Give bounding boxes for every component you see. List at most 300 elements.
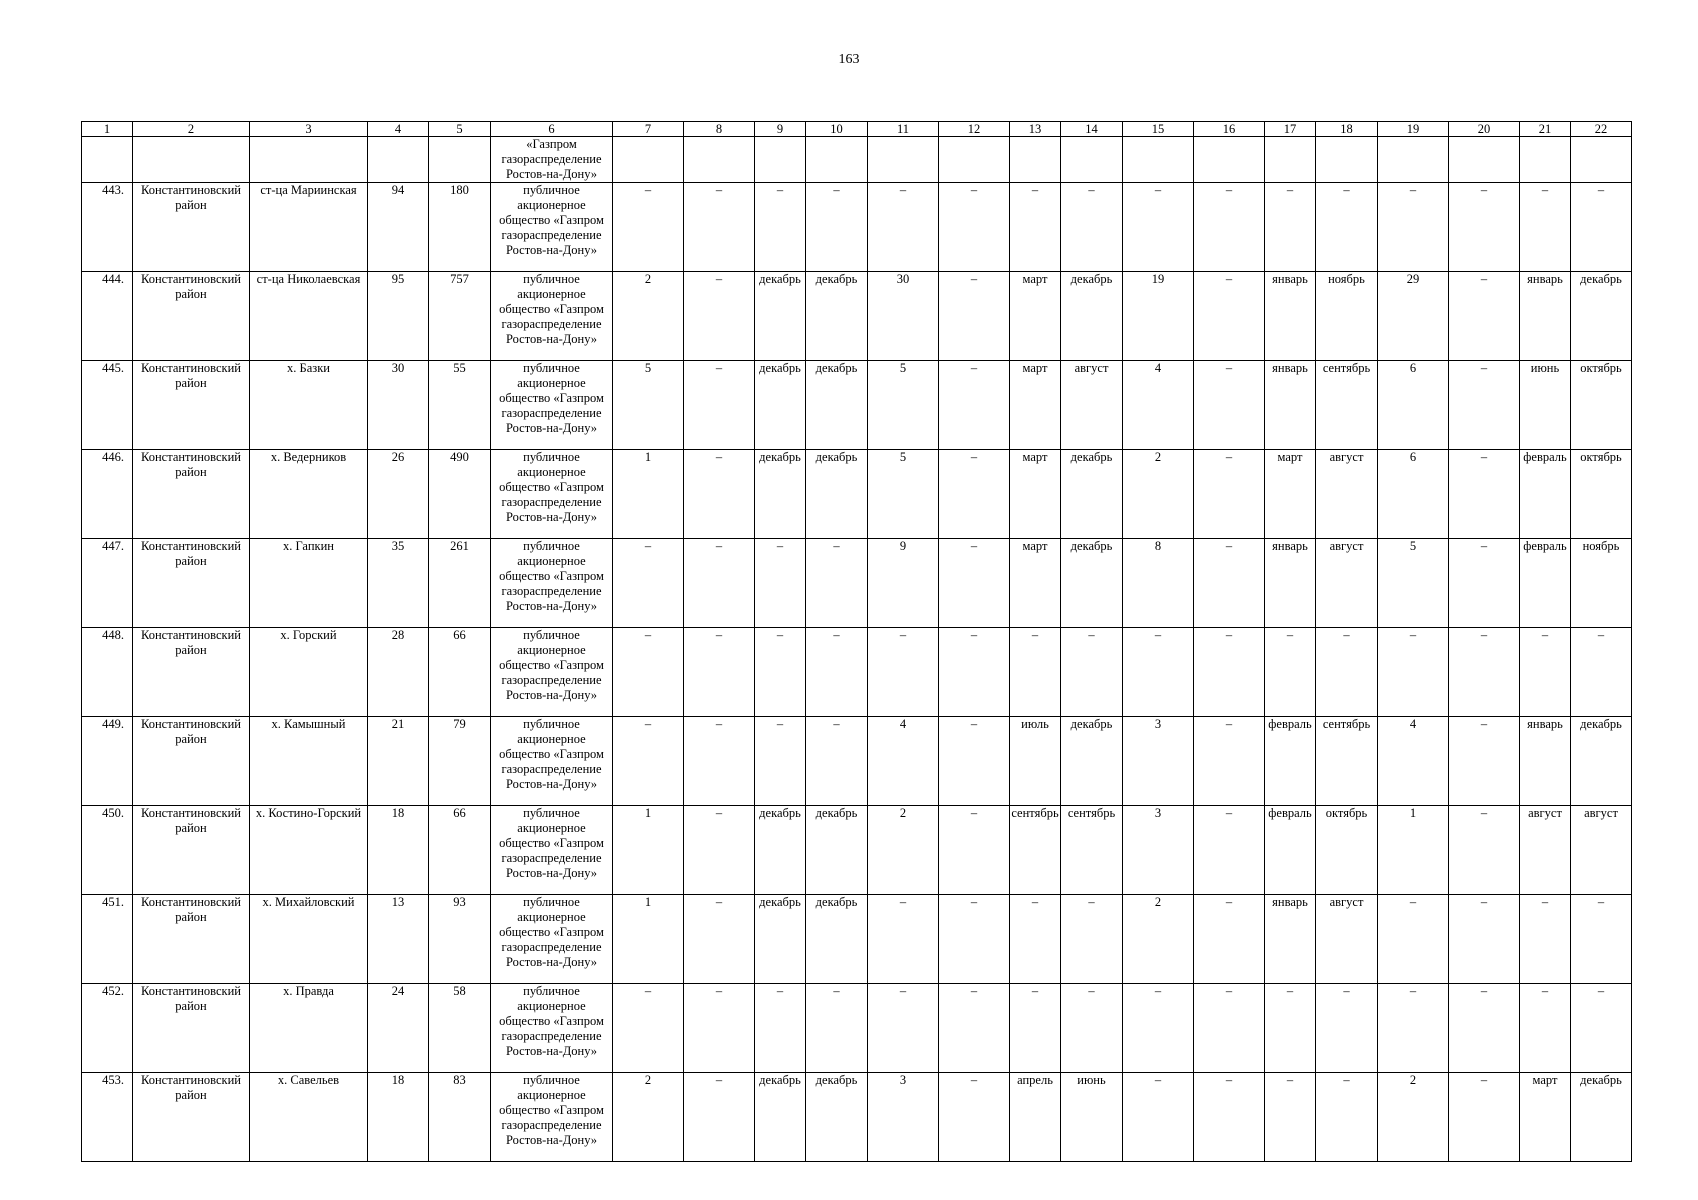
table-cell: публичное акционерное общество «Газпром газораспределение Ростов-на-Дону»: [491, 984, 613, 1073]
table-cell: декабрь: [806, 1073, 868, 1162]
table-cell: 449.: [82, 717, 133, 806]
table-cell: сентябрь: [1061, 806, 1123, 895]
table-cell: 5: [868, 450, 939, 539]
table-cell: июнь: [1061, 1073, 1123, 1162]
table-cell: [868, 137, 939, 183]
table-cell: апрель: [1010, 1073, 1061, 1162]
table-cell: декабрь: [806, 272, 868, 361]
table-cell: –: [1378, 183, 1449, 272]
table-cell: 1: [613, 450, 684, 539]
table-cell: –: [1316, 183, 1378, 272]
table-cell: –: [1449, 895, 1520, 984]
table-cell: декабрь: [1061, 539, 1123, 628]
table-cell: март: [1010, 361, 1061, 450]
table-cell: –: [1061, 895, 1123, 984]
table-cell: 2: [613, 272, 684, 361]
table-cell: 2: [868, 806, 939, 895]
table-cell: 1: [82, 122, 133, 137]
table-cell: 6: [1378, 361, 1449, 450]
table-cell: –: [1194, 183, 1265, 272]
table-cell: публичное акционерное общество «Газпром газораспределение Ростов-на-Дону»: [491, 806, 613, 895]
table-cell: –: [755, 183, 806, 272]
table-cell: [806, 137, 868, 183]
table-cell: 5: [868, 361, 939, 450]
table-cell: –: [1061, 183, 1123, 272]
table-cell: 3: [868, 1073, 939, 1162]
table-cell: март: [1010, 539, 1061, 628]
table-cell: –: [1194, 539, 1265, 628]
table-cell: январь: [1265, 361, 1316, 450]
table-cell: –: [806, 628, 868, 717]
table-cell: 6: [1378, 450, 1449, 539]
table-cell: –: [684, 628, 755, 717]
table-cell: ноябрь: [1571, 539, 1632, 628]
table-cell: 4: [868, 717, 939, 806]
table-cell: 180: [429, 183, 491, 272]
table-cell: октябрь: [1316, 806, 1378, 895]
table-cell: –: [1449, 1073, 1520, 1162]
table-cell: 17: [1265, 122, 1316, 137]
table-row: [82, 1073, 1632, 1162]
table-cell: 12: [939, 122, 1010, 137]
table-cell: январь: [1265, 272, 1316, 361]
table-cell: 8: [1123, 539, 1194, 628]
table-cell: Константиновский район: [133, 539, 250, 628]
table-cell: –: [1449, 361, 1520, 450]
table-cell: декабрь: [806, 450, 868, 539]
table-cell: 22: [1571, 122, 1632, 137]
table-cell: 5: [1378, 539, 1449, 628]
table-cell: –: [868, 984, 939, 1073]
table-cell: 450.: [82, 806, 133, 895]
table-cell: 13: [368, 895, 429, 984]
table-cell: [1520, 137, 1571, 183]
table-cell: 30: [368, 361, 429, 450]
table-cell: 19: [1378, 122, 1449, 137]
table-row: [82, 361, 1632, 450]
table-cell: 3: [1123, 806, 1194, 895]
table-cell: –: [1449, 450, 1520, 539]
table-row: [82, 984, 1632, 1073]
table-cell: –: [1449, 717, 1520, 806]
table-cell: 451.: [82, 895, 133, 984]
table-cell: 261: [429, 539, 491, 628]
table-cell: 2: [613, 1073, 684, 1162]
table-cell: –: [939, 895, 1010, 984]
table-cell: февраль: [1520, 450, 1571, 539]
table-cell: –: [613, 539, 684, 628]
table-cell: публичное акционерное общество «Газпром газораспределение Ростов-на-Дону»: [491, 628, 613, 717]
table-cell: 21: [1520, 122, 1571, 137]
table-cell: 1: [1378, 806, 1449, 895]
table-cell: –: [684, 539, 755, 628]
table-cell: 446.: [82, 450, 133, 539]
table-cell: февраль: [1265, 717, 1316, 806]
table-cell: [133, 137, 250, 183]
table-cell: –: [806, 183, 868, 272]
table-cell: х. Ведерников: [250, 450, 368, 539]
table-cell: [684, 137, 755, 183]
table-cell: 452.: [82, 984, 133, 1073]
table-cell: Константиновский район: [133, 361, 250, 450]
table-cell: декабрь: [1571, 717, 1632, 806]
table-cell: 490: [429, 450, 491, 539]
table-cell: –: [1123, 628, 1194, 717]
table-cell: 7: [613, 122, 684, 137]
table-cell: Константиновский район: [133, 984, 250, 1073]
table-cell: –: [755, 628, 806, 717]
table-cell: х. Михайловский: [250, 895, 368, 984]
table-cell: февраль: [1520, 539, 1571, 628]
table-cell: –: [613, 628, 684, 717]
table-cell: сентябрь: [1316, 717, 1378, 806]
table-cell: август: [1061, 361, 1123, 450]
table-cell: 9: [755, 122, 806, 137]
table-cell: –: [939, 984, 1010, 1073]
table-cell: –: [939, 183, 1010, 272]
table-cell: [1061, 137, 1123, 183]
table-cell: –: [1010, 895, 1061, 984]
table-cell: 21: [368, 717, 429, 806]
table-cell: –: [1378, 984, 1449, 1073]
table-cell: –: [939, 539, 1010, 628]
table-cell: –: [806, 984, 868, 1073]
table-cell: –: [1123, 1073, 1194, 1162]
table-cell: Константиновский район: [133, 450, 250, 539]
table-cell: 8: [684, 122, 755, 137]
table-cell: публичное акционерное общество «Газпром газораспределение Ростов-на-Дону»: [491, 717, 613, 806]
table-cell: 5: [613, 361, 684, 450]
table-cell: [250, 137, 368, 183]
table-cell: –: [1520, 183, 1571, 272]
table-cell: –: [1194, 272, 1265, 361]
table-cell: 18: [368, 806, 429, 895]
table-cell: [1449, 137, 1520, 183]
table-cell: –: [684, 361, 755, 450]
table-cell: 28: [368, 628, 429, 717]
table-cell: –: [1449, 539, 1520, 628]
table-cell: х. Камышный: [250, 717, 368, 806]
table-cell: –: [613, 984, 684, 1073]
table-cell: ст-ца Мариинская: [250, 183, 368, 272]
table-cell: –: [806, 539, 868, 628]
table-cell: –: [939, 1073, 1010, 1162]
table-cell: 26: [368, 450, 429, 539]
table-row: [82, 183, 1632, 272]
table-cell: 13: [1010, 122, 1061, 137]
table-cell: декабрь: [806, 806, 868, 895]
table-cell: –: [939, 272, 1010, 361]
table-cell: 6: [491, 122, 613, 137]
table-cell: декабрь: [1571, 1073, 1632, 1162]
table-cell: –: [1010, 628, 1061, 717]
table-cell: Константиновский район: [133, 628, 250, 717]
table-cell: 3: [1123, 717, 1194, 806]
table-cell: –: [1571, 183, 1632, 272]
table-cell: 10: [806, 122, 868, 137]
table-cell: декабрь: [1061, 450, 1123, 539]
table-cell: –: [613, 183, 684, 272]
table-cell: 757: [429, 272, 491, 361]
table-cell: –: [868, 183, 939, 272]
table-row: [82, 717, 1632, 806]
table-cell: публичное акционерное общество «Газпром газораспределение Ростов-на-Дону»: [491, 450, 613, 539]
table-cell: июль: [1010, 717, 1061, 806]
table-cell: август: [1316, 895, 1378, 984]
table-cell: январь: [1265, 539, 1316, 628]
table-cell: публичное акционерное общество «Газпром газораспределение Ростов-на-Дону»: [491, 1073, 613, 1162]
table-row: [82, 272, 1632, 361]
table-cell: –: [1265, 183, 1316, 272]
table-cell: декабрь: [755, 1073, 806, 1162]
table-cell: 444.: [82, 272, 133, 361]
table-cell: декабрь: [1061, 272, 1123, 361]
table-cell: 2: [1123, 895, 1194, 984]
table-cell: «Газпром газораспределение Ростов-на-Дону»: [491, 137, 613, 183]
table-cell: –: [1194, 717, 1265, 806]
table-cell: –: [1378, 628, 1449, 717]
table-cell: –: [613, 717, 684, 806]
table-cell: 5: [429, 122, 491, 137]
table-row: [82, 539, 1632, 628]
table-cell: январь: [1520, 717, 1571, 806]
table-cell: –: [1265, 1073, 1316, 1162]
table-cell: август: [1520, 806, 1571, 895]
table-cell: декабрь: [755, 361, 806, 450]
table-cell: март: [1010, 272, 1061, 361]
table-cell: –: [1316, 628, 1378, 717]
table-cell: –: [939, 450, 1010, 539]
table-cell: декабрь: [1061, 717, 1123, 806]
table-cell: 24: [368, 984, 429, 1073]
table-cell: [368, 137, 429, 183]
table-cell: 18: [368, 1073, 429, 1162]
table-cell: –: [868, 895, 939, 984]
table-cell: [82, 137, 133, 183]
table-cell: –: [1194, 806, 1265, 895]
table-cell: –: [684, 183, 755, 272]
table-cell: [429, 137, 491, 183]
table-cell: 4: [1378, 717, 1449, 806]
table-cell: –: [1316, 1073, 1378, 1162]
table-cell: –: [939, 806, 1010, 895]
table-cell: 2: [133, 122, 250, 137]
table-cell: 66: [429, 628, 491, 717]
table-cell: х. Горский: [250, 628, 368, 717]
table-cell: 16: [1194, 122, 1265, 137]
table-cell: [1010, 137, 1061, 183]
table-cell: октябрь: [1571, 361, 1632, 450]
table-cell: [613, 137, 684, 183]
table-cell: [1123, 137, 1194, 183]
table-cell: –: [868, 628, 939, 717]
table-cell: [939, 137, 1010, 183]
table-cell: –: [1449, 628, 1520, 717]
table-cell: Константиновский район: [133, 1073, 250, 1162]
table-cell: 15: [1123, 122, 1194, 137]
table-cell: [755, 137, 806, 183]
table-cell: 1: [613, 895, 684, 984]
table-cell: –: [755, 539, 806, 628]
table-cell: Константиновский район: [133, 183, 250, 272]
table-row: [82, 628, 1632, 717]
table-cell: –: [1194, 628, 1265, 717]
table-cell: [1316, 137, 1378, 183]
table-cell: –: [1265, 984, 1316, 1073]
data-table: [81, 121, 1632, 1162]
table-cell: –: [1061, 628, 1123, 717]
table-cell: –: [755, 984, 806, 1073]
table-cell: 443.: [82, 183, 133, 272]
table-cell: 14: [1061, 122, 1123, 137]
table-cell: х. Гапкин: [250, 539, 368, 628]
table-cell: –: [1571, 628, 1632, 717]
table-cell: ст-ца Николаевская: [250, 272, 368, 361]
table-cell: 29: [1378, 272, 1449, 361]
table-cell: публичное акционерное общество «Газпром газораспределение Ростов-на-Дону»: [491, 895, 613, 984]
header-row: [82, 122, 1632, 137]
table-cell: декабрь: [806, 895, 868, 984]
table-cell: х. Савельев: [250, 1073, 368, 1162]
table-cell: декабрь: [755, 450, 806, 539]
table-cell: публичное акционерное общество «Газпром газораспределение Ростов-на-Дону»: [491, 361, 613, 450]
table-cell: –: [684, 717, 755, 806]
table-cell: –: [1061, 984, 1123, 1073]
table-cell: [1265, 137, 1316, 183]
table-cell: 20: [1449, 122, 1520, 137]
table-cell: –: [1010, 984, 1061, 1073]
table-cell: [1378, 137, 1449, 183]
table-cell: 447.: [82, 539, 133, 628]
table-cell: [1571, 137, 1632, 183]
table-cell: –: [684, 450, 755, 539]
table-cell: –: [1316, 984, 1378, 1073]
table-cell: 4: [1123, 361, 1194, 450]
table-cell: публичное акционерное общество «Газпром газораспределение Ростов-на-Дону»: [491, 539, 613, 628]
table-cell: –: [1265, 628, 1316, 717]
table-cell: ноябрь: [1316, 272, 1378, 361]
page-number: 163: [838, 52, 860, 67]
table-cell: –: [939, 717, 1010, 806]
table-cell: декабрь: [755, 806, 806, 895]
table-row: [82, 806, 1632, 895]
table-row: [82, 895, 1632, 984]
table-cell: 2: [1123, 450, 1194, 539]
table-cell: –: [1194, 984, 1265, 1073]
table-cell: –: [1520, 628, 1571, 717]
table-cell: –: [939, 628, 1010, 717]
table-cell: 30: [868, 272, 939, 361]
table-cell: Константиновский район: [133, 895, 250, 984]
table-cell: 58: [429, 984, 491, 1073]
table-cell: –: [1123, 984, 1194, 1073]
table-cell: июнь: [1520, 361, 1571, 450]
table-cell: декабрь: [755, 272, 806, 361]
table-cell: 4: [368, 122, 429, 137]
table-cell: –: [1010, 183, 1061, 272]
table-cell: 19: [1123, 272, 1194, 361]
table-cell: август: [1316, 539, 1378, 628]
table-cell: –: [1378, 895, 1449, 984]
table-cell: –: [1520, 895, 1571, 984]
table-row: [82, 450, 1632, 539]
table-cell: –: [1194, 450, 1265, 539]
table-cell: –: [1123, 183, 1194, 272]
table-cell: март: [1520, 1073, 1571, 1162]
table-cell: –: [1520, 984, 1571, 1073]
table-cell: март: [1265, 450, 1316, 539]
table-cell: август: [1316, 450, 1378, 539]
table-cell: публичное акционерное общество «Газпром газораспределение Ростов-на-Дону»: [491, 272, 613, 361]
table-cell: –: [939, 361, 1010, 450]
table-cell: 1: [613, 806, 684, 895]
table-cell: х. Базки: [250, 361, 368, 450]
table-cell: –: [1571, 895, 1632, 984]
table-cell: 93: [429, 895, 491, 984]
table-cell: 11: [868, 122, 939, 137]
table-cell: 453.: [82, 1073, 133, 1162]
table-cell: сентябрь: [1010, 806, 1061, 895]
table-cell: 445.: [82, 361, 133, 450]
table-cell: Константиновский район: [133, 806, 250, 895]
table-cell: –: [684, 806, 755, 895]
table-cell: –: [684, 272, 755, 361]
table-cell: х. Костино-Горский: [250, 806, 368, 895]
table-cell: январь: [1265, 895, 1316, 984]
table-cell: –: [1194, 361, 1265, 450]
table-cell: [1194, 137, 1265, 183]
table-cell: Константиновский район: [133, 717, 250, 806]
table-cell: –: [1449, 183, 1520, 272]
table-cell: 94: [368, 183, 429, 272]
table-cell: 66: [429, 806, 491, 895]
table-cell: 3: [250, 122, 368, 137]
table-cell: –: [1449, 272, 1520, 361]
table-cell: 35: [368, 539, 429, 628]
table-cell: январь: [1520, 272, 1571, 361]
table-cell: 55: [429, 361, 491, 450]
table-cell: февраль: [1265, 806, 1316, 895]
table-cell: –: [1194, 1073, 1265, 1162]
table-cell: март: [1010, 450, 1061, 539]
table-cell: 2: [1378, 1073, 1449, 1162]
table-cell: –: [1449, 806, 1520, 895]
table-cell: Константиновский район: [133, 272, 250, 361]
table-cell: 79: [429, 717, 491, 806]
table-cell: –: [755, 717, 806, 806]
table-cell: 448.: [82, 628, 133, 717]
table-cell: декабрь: [1571, 272, 1632, 361]
continuation-row: [82, 137, 1632, 183]
table-cell: 9: [868, 539, 939, 628]
table-cell: октябрь: [1571, 450, 1632, 539]
table-cell: –: [684, 1073, 755, 1162]
table-cell: –: [806, 717, 868, 806]
table-cell: сентябрь: [1316, 361, 1378, 450]
table-cell: –: [1571, 984, 1632, 1073]
table-cell: 83: [429, 1073, 491, 1162]
table-cell: декабрь: [755, 895, 806, 984]
table-cell: х. Правда: [250, 984, 368, 1073]
table-cell: –: [684, 895, 755, 984]
table-cell: –: [1449, 984, 1520, 1073]
table-cell: –: [684, 984, 755, 1073]
table-cell: 95: [368, 272, 429, 361]
table-cell: декабрь: [806, 361, 868, 450]
table-cell: –: [1194, 895, 1265, 984]
table-cell: 18: [1316, 122, 1378, 137]
table-cell: август: [1571, 806, 1632, 895]
